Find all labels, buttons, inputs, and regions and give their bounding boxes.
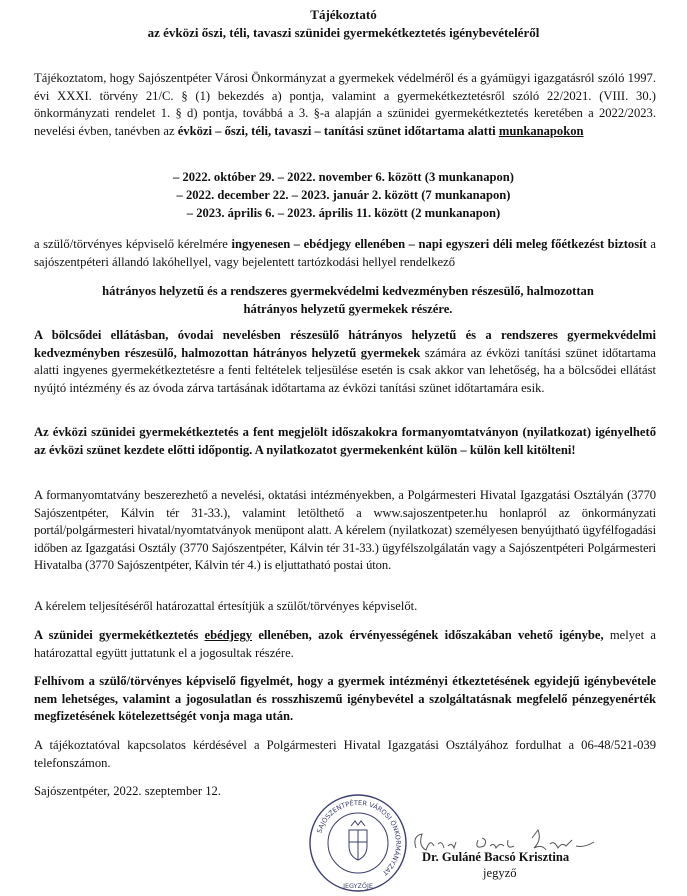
paragraph-nursery bbox=[34, 327, 656, 397]
lunch-pre: A szünidei gyermekétkeztetés bbox=[34, 628, 205, 642]
document-title: Tájékoztató bbox=[310, 7, 377, 22]
provision-post: a sajószentpéteri állandó lakóhellyel, vagy bejelentett tartózkodási hellyel rendelkező bbox=[34, 237, 656, 269]
nursery-text: számára az évközi tanítási szünet időtartama alatti ingyenes gyermekétkeztetésre a fenti feltételek teljesülése esetén is csak akkor van lehetőség, ha a bölcsődei ellátást nyújtó intézmény és az óvoda zárva tartásának időtartama az évközi tanítási szünet időtartamára esik. bbox=[34, 345, 656, 395]
paragraph-form-info: A formanyomtatvány beszerezhető a nevelési, oktatási intézményekben, a Polgármesteri Hivatal Igazgatási Osztályán (3770 Sajószentpéter, Kálvin tér 31-33.), valamint letölthető a www.sajoszentpeter.hu honlapról az önkormányzati portál/polgármesteri hivatal/nyomtatványok menüpont alatt. A kérelem (nyilatkozat) személyesen benyújtható ügyfélfogadási időben az Igazgatási Osztály (3770 Sajószentpéter, Kálvin tér 31-33.) ügyfélszolgálatán vagy a Sajószentpéteri Polgármesteri Hivatalba (3770 Sajószentpéter, Kálvin tér 4.) is eljuttatható postai úton. bbox=[34, 488, 656, 572]
period-1: – 2022. október 29. – 2022. november 6. között (3 munkanapon) bbox=[173, 170, 514, 184]
signer-title: jegyző bbox=[483, 866, 517, 880]
svg-text:SAJÓSZENTPÉTER VÁROSI ÖNKORMÁN: SAJÓSZENTPÉTER VÁROSI ÖNKORMÁNYZAT bbox=[315, 798, 403, 877]
nursery-bold: A bölcsődei ellátásban, óvodai nevelésben részesülő hátrányos helyzetű és a rendszeres gyermekvédelmi kedvezményben részesülő, halmozottan hátrányos helyzetű gyermekek bbox=[34, 328, 656, 360]
document-date: Sajószentpéter, 2022. szeptember 12. bbox=[34, 784, 221, 798]
document-subtitle: az évközi őszi, téli, tavaszi szünidei gyermekétkeztetés igénybevételéről bbox=[147, 25, 540, 40]
paragraph-intro bbox=[34, 70, 656, 140]
lunch-normal: melyet a határozattal együtt juttatunk el a jogosultak részére. bbox=[34, 628, 656, 660]
signer-name: Dr. Guláné Bacsó Krisztina bbox=[422, 850, 570, 864]
paragraph-lunch-ticket bbox=[34, 627, 656, 662]
paragraph-form-required: Az évközi szünidei gyermekétkeztetés a fent megjelölt időszakokra formanyomtatványon (nyilatkozat) igényelhető az évközi szünet kezdete előtti időpontig. A nyilatkozatot gyermekenként külön – külön kell kitölteni! bbox=[34, 425, 656, 457]
official-stamp bbox=[305, 790, 411, 896]
paragraph-eligible: hátrányos helyzetű és a rendszeres gyermekvédelmi kedvezményben részesülő, halmozottan hátrányos helyzetű gyermekek részére. bbox=[102, 284, 594, 316]
paragraph-notice: Felhívom a szülő/törvényes képviselő figyelmét, hogy a gyermek intézményi étkeztetésének egyidejű igénybevétele nem lehetséges, valamint a jogosulatlan és rosszhiszemű igénybevétel a szolgáltatásnak megfelelő pénzegyenérték megfizetésének kötelezettségét vonja maga után. bbox=[34, 674, 656, 723]
paragraph-contact: A tájékoztatóval kapcsolatos kérdésével a Polgármesteri Hivatal Igazgatási Osztályához fordulhat a 06-48/521-039 telefonszámon. bbox=[34, 738, 656, 770]
intro-bold: évközi – őszi, téli, tavaszi – tanítási szünet időtartama alatti bbox=[177, 123, 499, 138]
intro-underline: munkanapokon bbox=[498, 123, 584, 138]
paragraph-provision bbox=[34, 236, 656, 271]
period-2: – 2022. december 22. – 2023. január 2. között (7 munkanapon) bbox=[176, 188, 511, 202]
lunch-post: ellenében, azok érvényességének időszakában vehető igénybe, bbox=[252, 628, 604, 642]
period-3: – 2023. április 6. – 2023. április 11. között (2 munkanapon) bbox=[186, 206, 501, 220]
provision-pre: a szülő/törvényes képviselő kérelmére bbox=[34, 237, 232, 251]
lunch-underline: ebédjegy bbox=[204, 628, 253, 642]
svg-text:JEGYZŐJE: JEGYZŐJE bbox=[343, 882, 373, 890]
provision-bold: ingyenesen – ebédjegy ellenében – napi egyszeri déli meleg főétkezést biztosít bbox=[231, 237, 647, 251]
paragraph-decision: A kérelem teljesítéséről határozattal értesítjük a szülőt/törvényes képviselőt. bbox=[34, 599, 418, 613]
intro-text: Tájékoztatom, hogy Sajószentpéter Városi Önkormányzat a gyermekek védelméről és a gyámügyi igazgatásról szóló 1997. évi XXXI. törvény 21/C. § (1) bekezdés a) pontja, valamint a gyermekétkeztetésről szóló 22/2021. (VIII. 30.) önkormányzati rendelet 1. § d) pontja, továbbá a 3. §-a alapján a szünidei gyermekétkeztetés keretében a 2022/2023. nevelési évben, tanévben az bbox=[34, 71, 656, 138]
